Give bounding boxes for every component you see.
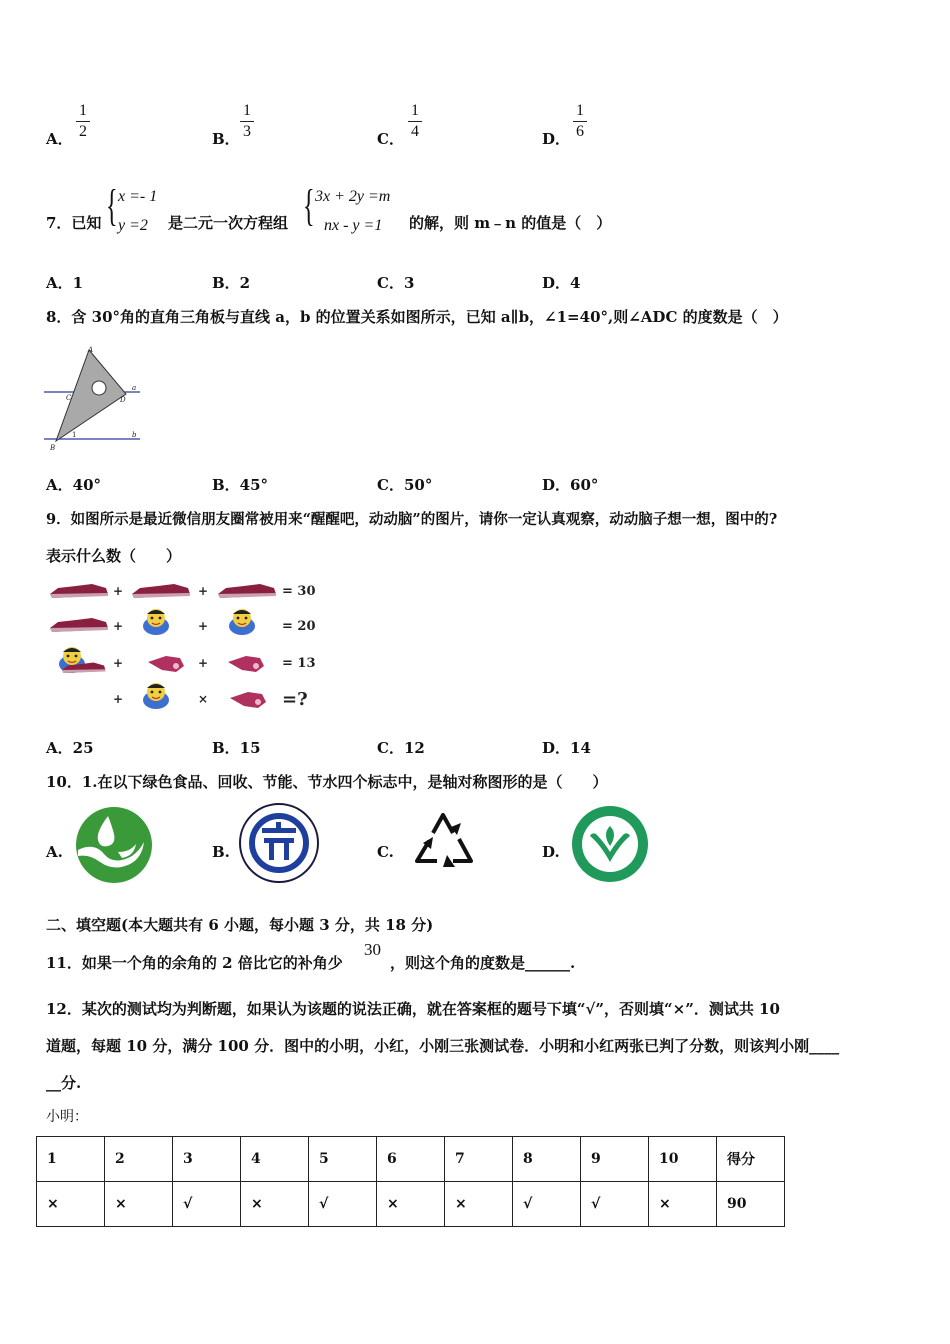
q8-option-a: A．40° xyxy=(46,476,102,494)
q7-sys2-line2: nx - y =1 xyxy=(324,217,383,234)
q10-option-d-label: D. xyxy=(542,843,560,861)
result: =? xyxy=(282,689,308,710)
left-brace: { xyxy=(303,181,315,230)
q9-option-d: D．14 xyxy=(542,739,591,757)
table-header-cell: 6 xyxy=(377,1137,445,1182)
answer-mark: √ xyxy=(309,1182,377,1227)
numerator: 1 xyxy=(411,102,419,119)
q9-line1: 9．如图所示是最近微信朋友圈常被用来“醒醒吧，动动脑”的图片，请你一定认真观察，动动脑子想一想，图中的? xyxy=(46,511,778,528)
numerator: 1 xyxy=(243,102,251,119)
table-header-cell: 得分 xyxy=(717,1137,785,1182)
q12-line1: 12．某次的测试均为判断题，如果认为该题的说法正确，就在答案框的题号下填“√”，否则填“×”．测试共 10 xyxy=(46,1000,780,1018)
table-header-cell: 7 xyxy=(445,1137,513,1182)
label-A: A xyxy=(88,346,94,354)
numerator: 1 xyxy=(79,102,87,119)
q7-middle: 是二元一次方程组 xyxy=(168,214,289,232)
q6-option-c-fraction xyxy=(408,103,422,140)
q6-option-b-fraction xyxy=(240,103,254,140)
section-2-heading: 二、填空题(本大题共有 6 小题，每小题 3 分，共 18 分) xyxy=(46,916,434,934)
q6-option-b-label: B． xyxy=(212,130,240,148)
answer-mark: √ xyxy=(513,1182,581,1227)
whistle-icon xyxy=(148,656,184,672)
q6-option-a-label: A． xyxy=(46,130,73,148)
q12-line3: __分. xyxy=(46,1074,82,1092)
xiaoming-answer-table xyxy=(36,1136,785,1227)
q8-option-c: C．50° xyxy=(377,476,433,494)
puzzle-row-4 xyxy=(62,663,308,711)
q8-option-d: D．60° xyxy=(542,476,599,494)
xiaoming-label: 小明： xyxy=(46,1109,88,1125)
operator: + xyxy=(113,656,124,670)
operator: × xyxy=(198,692,209,706)
energy-saving-logo-icon xyxy=(238,802,320,884)
numerator: 1 xyxy=(576,102,584,119)
q7-sys2-line1: 3x + 2y =m xyxy=(315,188,391,205)
q7-prefix: 7．已知 xyxy=(46,214,102,232)
answer-mark: × xyxy=(649,1182,717,1227)
recycle-logo-icon xyxy=(403,805,487,883)
q8-text: 8．含 30°角的直角三角板与直线 a，b 的位置关系如图所示，已知 a∥b，∠1=40°,则∠ADC 的度数是（ ） xyxy=(46,308,788,326)
label-C: C xyxy=(66,394,72,402)
table-header-cell: 5 xyxy=(309,1137,377,1182)
q9-line2: 表示什么数（ ） xyxy=(46,547,182,565)
q11-text-after: ，则这个角的度数是______. xyxy=(390,954,576,972)
table-header-cell: 9 xyxy=(581,1137,649,1182)
q7-sys1-line1: x =- 1 xyxy=(118,188,158,205)
whistle-icon xyxy=(230,692,266,708)
answer-mark: × xyxy=(377,1182,445,1227)
shoe-icon xyxy=(50,618,108,632)
result: = 13 xyxy=(282,656,316,671)
table-header-cell: 8 xyxy=(513,1137,581,1182)
table-header-row xyxy=(37,1137,785,1182)
doll-icon xyxy=(229,609,255,635)
answer-mark: × xyxy=(37,1182,105,1227)
table-header-cell: 10 xyxy=(649,1137,717,1182)
q6-option-d-fraction xyxy=(573,103,587,140)
q7-option-a: A．1 xyxy=(46,274,84,292)
score-cell: 90 xyxy=(717,1182,785,1227)
operator: + xyxy=(113,619,124,633)
q7-option-c: C．3 xyxy=(377,274,415,292)
denominator: 4 xyxy=(411,123,419,140)
q6-option-c-label: C． xyxy=(377,130,404,148)
q11-superscript: 30 xyxy=(364,940,381,959)
q7-option-b: B．2 xyxy=(212,274,251,292)
label-a: a xyxy=(132,384,137,392)
shoe-icon xyxy=(132,584,190,598)
label-B: B xyxy=(50,444,56,452)
shoe-icon xyxy=(218,584,276,598)
doll-icon xyxy=(143,683,169,709)
label-b: b xyxy=(132,431,137,439)
denominator: 2 xyxy=(79,123,87,140)
puzzle-figure xyxy=(46,574,336,720)
table-header-cell: 3 xyxy=(173,1137,241,1182)
answer-mark: √ xyxy=(173,1182,241,1227)
denominator: 6 xyxy=(576,123,584,140)
table-header-cell: 4 xyxy=(241,1137,309,1182)
left-brace: { xyxy=(106,181,118,230)
table-header-cell: 2 xyxy=(105,1137,173,1182)
q9-option-b: B．15 xyxy=(212,739,261,757)
label-1: 1 xyxy=(72,431,77,439)
q8-option-b: B．45° xyxy=(212,476,269,494)
q7-option-d: D．4 xyxy=(542,274,581,292)
operator: + xyxy=(198,656,209,670)
label-D: D xyxy=(120,396,126,404)
green-food-logo-icon xyxy=(570,804,650,884)
result: = 20 xyxy=(282,619,316,634)
q9-option-a: A．25 xyxy=(46,739,94,757)
operator: + xyxy=(198,619,209,633)
q7-sys1-line2: y =2 xyxy=(118,217,148,234)
q10-option-c-label: C. xyxy=(377,843,394,861)
q6-option-a-fraction xyxy=(76,103,90,140)
doll-icon xyxy=(143,609,169,635)
q7-suffix: 的解，则 m﹣n 的值是（ ） xyxy=(409,214,612,232)
answer-mark: √ xyxy=(581,1182,649,1227)
operator: + xyxy=(113,584,124,598)
q12-line2: 道题，每题 10 分，满分 100 分．图中的小明，小红，小刚三张测试卷．小明和小红两张已判了分数，则该判小刚____ xyxy=(46,1037,840,1055)
answer-mark: × xyxy=(105,1182,173,1227)
q10-text: 10．1.在以下绿色食品、回收、节能、节水四个标志中，是轴对称图形的是（ ） xyxy=(46,773,608,791)
answer-mark: × xyxy=(445,1182,513,1227)
answer-mark: × xyxy=(241,1182,309,1227)
whistle-icon xyxy=(228,656,264,672)
operator: + xyxy=(198,584,209,598)
puzzle-row-2 xyxy=(50,609,316,635)
triangle-parallel-lines-figure xyxy=(44,344,144,452)
q10-option-a-label: A. xyxy=(46,843,63,861)
denominator: 3 xyxy=(243,123,251,140)
table-header-cell: 1 xyxy=(37,1137,105,1182)
q6-option-d-label: D． xyxy=(542,130,571,148)
q10-option-b-label: B. xyxy=(212,843,230,861)
operator: + xyxy=(113,692,124,706)
water-saving-logo-icon xyxy=(74,806,154,884)
result: = 30 xyxy=(282,584,316,599)
table-row xyxy=(37,1182,785,1227)
q11-text-before: 11．如果一个角的余角的 2 倍比它的补角少 xyxy=(46,954,343,972)
q9-option-c: C．12 xyxy=(377,739,425,757)
shoe-icon xyxy=(50,584,108,598)
puzzle-row-1 xyxy=(50,584,316,599)
